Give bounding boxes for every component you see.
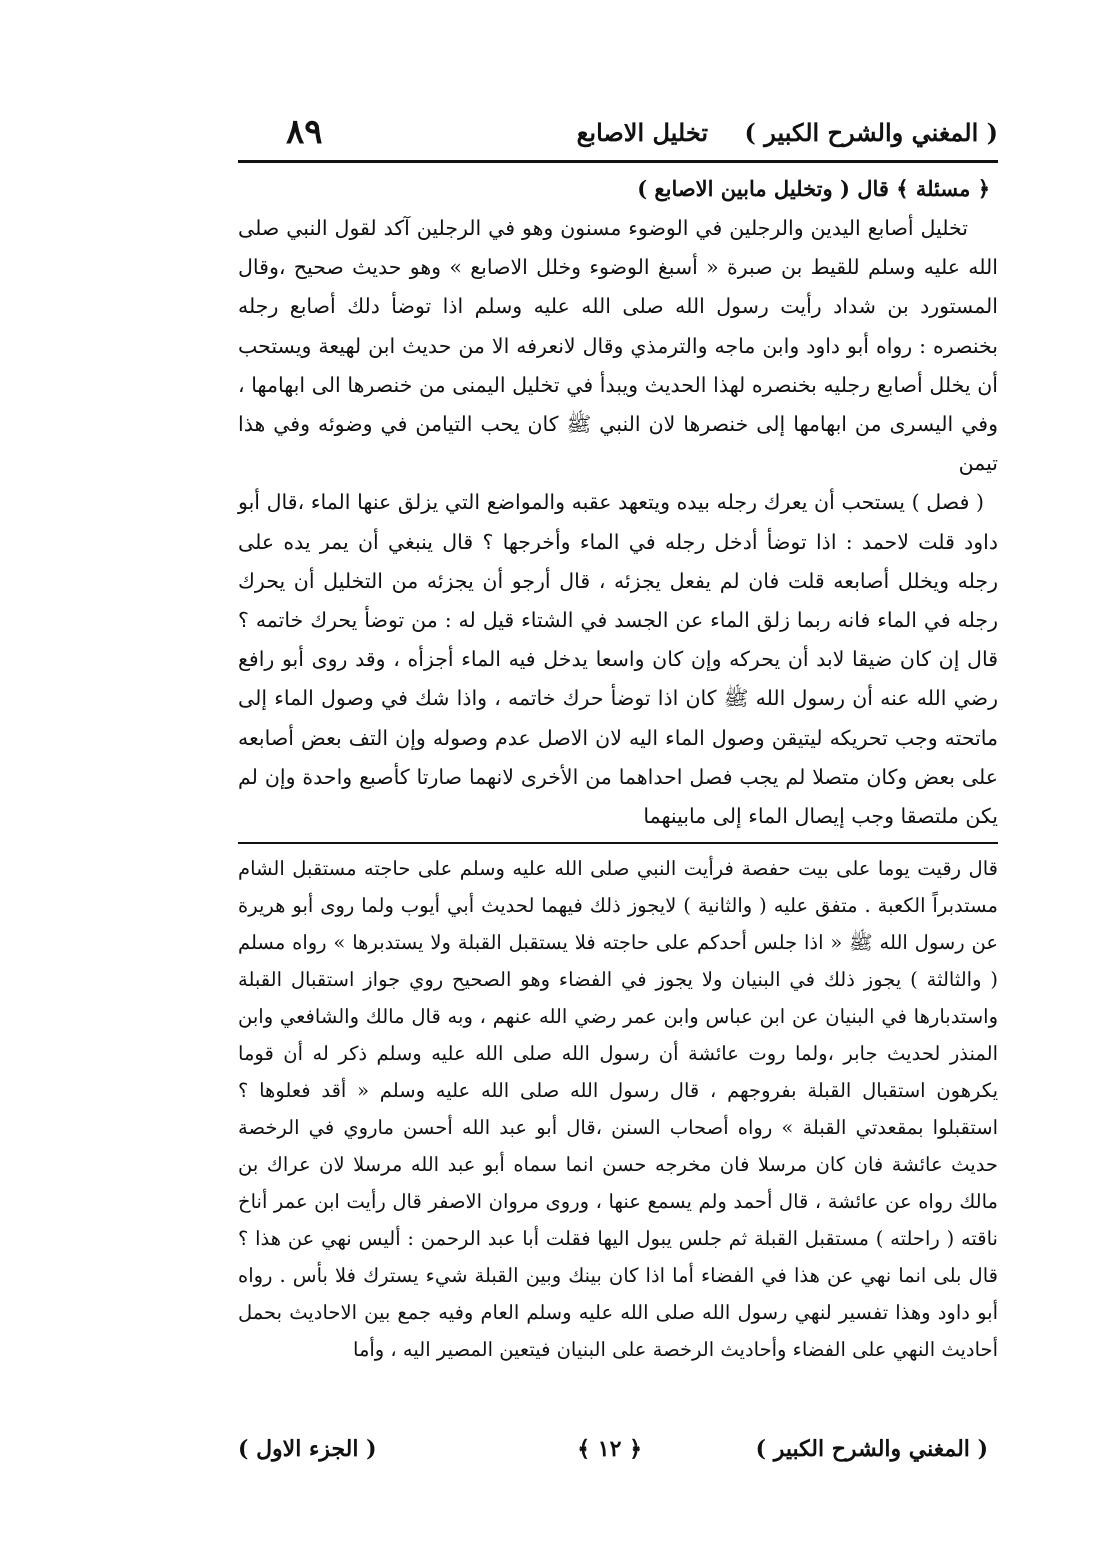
book-title: ( المغني والشرح الكبير ) (744, 118, 998, 147)
footer-sheet-number: ﴿ ١٢ ﴾ (577, 1436, 642, 1462)
page-number: ٨٩ (286, 112, 323, 152)
footer-book-title: ( المغني والشرح الكبير ) (755, 1436, 988, 1462)
fasl-paragraph: ( فصل ) يستحب أن يعرك رجله بيده ويتعهد عقبه والمواضع التي يزلق عنها الماء ،قال أبو داود قلت لاحمد : اذا توضأ أدخل رجله في الماء وأخرجها ؟ قال ينبغي أن يمر يده على رجله ويخلل أصابعه قلت فان لم يفعل يجزئه ، قال أرجو أن يجزئه من التخليل أن يحرك رجله في الماء فانه ربما زلق الماء عن الجسد في الشتاء قيل له : من توضأ يحرك خاتمه ؟ قال إن كان ضيقا لابد أن يحركه وإن كان واسعا يدخل فيه الماء أجزأه ، وقد روى أبو رافع رضي الله عنه أن رسول الله ﷺ كان اذا توضأ حرك خاتمه ، واذا شك في وصول الماء إلى ماتحته وجب تحريكه ليتيقن وصول الماء اليه لان الاصل عدم وصوله وإن التف بعض أصابعه على بعض وكان متصلا لم يجب فصل احداهما من الأخرى لانهما صارتا كأصبع واحدة وإن لم يكن ملتصقا وجب إيصال الماء إلى مابينهما (238, 490, 998, 829)
page-footer (238, 1436, 998, 1476)
footnote-paragraph: قال رقيت يوما على بيت حفصة فرأيت النبي صلى الله عليه وسلم على حاجته مستقبل الشام مستدبراً الكعبة . متفق عليه ( والثانية ) لايجوز ذلك فيهما لحديث أبي أيوب ولما روى أبو هريرة عن رسول الله ﷺ « اذا جلس أحدكم على حاجته فلا يستقبل القبلة ولا يستدبرها » رواه مسلم ( والثالثة ) يجوز ذلك في البنيان ولا يجوز في الفضاء وهو الصحيح روي جواز استقبال القبلة واستدبارها في البنيان عن ابن عباس وابن عمر رضي الله عنهم ، وبه قال مالك والشافعي وابن المنذر لحديث جابر ،ولما روت عائشة أن رسول الله صلى الله عليه وسلم ذكر له أن قوما يكرهون استقبال القبلة بفروجهم ، قال رسول الله صلى الله عليه وسلم « أقد فعلوها ؟ استقبلوا بمقعدتي القبلة » رواه أصحاب السنن ،قال أبو عبد الله أحسن ماروي في الرخصة حديث عائشة فان كان مرسلا فان مخرجه حسن انما سماه أبو عبد الله مرسلا لان عراك بن مالك رواه عن عائشة ، قال أحمد ولم يسمع عنها ، وروى مروان الاصفر قال رأيت ابن عمر أناخ ناقته ( راحلته ) مستقبل القبلة ثم جلس يبول اليها فقلت أبا عبد الرحمن : أليس نهي عن هذا ؟ قال بلى انما نهي عن هذا في الفضاء أما اذا كان بينك وبين القبلة شيء يسترك فلا بأس . رواه أبو داود وهذا تفسير لنهي رسول الله صلى الله عليه وسلم العام وفيه جمع بين الاحاديث بحمل أحاديث النهي على الفضاء وأحاديث الرخصة على البنيان فيتعين المصير اليه ، وأما (238, 857, 998, 1362)
footnote-rule (238, 842, 998, 844)
page-header (238, 112, 998, 156)
masala-heading (238, 169, 998, 209)
footer-volume: ( الجزء الاول ) (238, 1436, 377, 1462)
page (238, 112, 998, 1492)
header-rule (238, 160, 998, 163)
masala-label: ﴿ مسئلة ﴾ (896, 176, 990, 201)
main-paragraph: تخليل أصابع اليدين والرجلين في الوضوء مسنون وهو في الرجلين آكد لقول النبي صلى الله عليه وسلم للقيط بن صبرة « أسبغ الوضوء وخلل الاصابع » وهو حديث صحيح ،وقال المستورد بن شداد رأيت رسول الله صلى الله عليه وسلم اذا توضأ دلك أصابع رجله بخنصره : رواه أبو داود وابن ماجه والترمذي وقال لانعرفه الا من حديث ابن لهيعة ويستحب أن يخلل أصابع رجليه بخنصره لهذا الحديث ويبدأ في تخليل اليمنى من خنصرها الى ابهامها ، وفي اليسرى من ابهامها إلى خنصرها لان النبي ﷺ كان يحب التيامن في وضوئه وفي هذا تيمن (238, 216, 998, 476)
section-title: تخليل الاصابع (576, 118, 708, 147)
masala-text: قال ( وتخليل مابين الاصابع ) (637, 176, 889, 201)
